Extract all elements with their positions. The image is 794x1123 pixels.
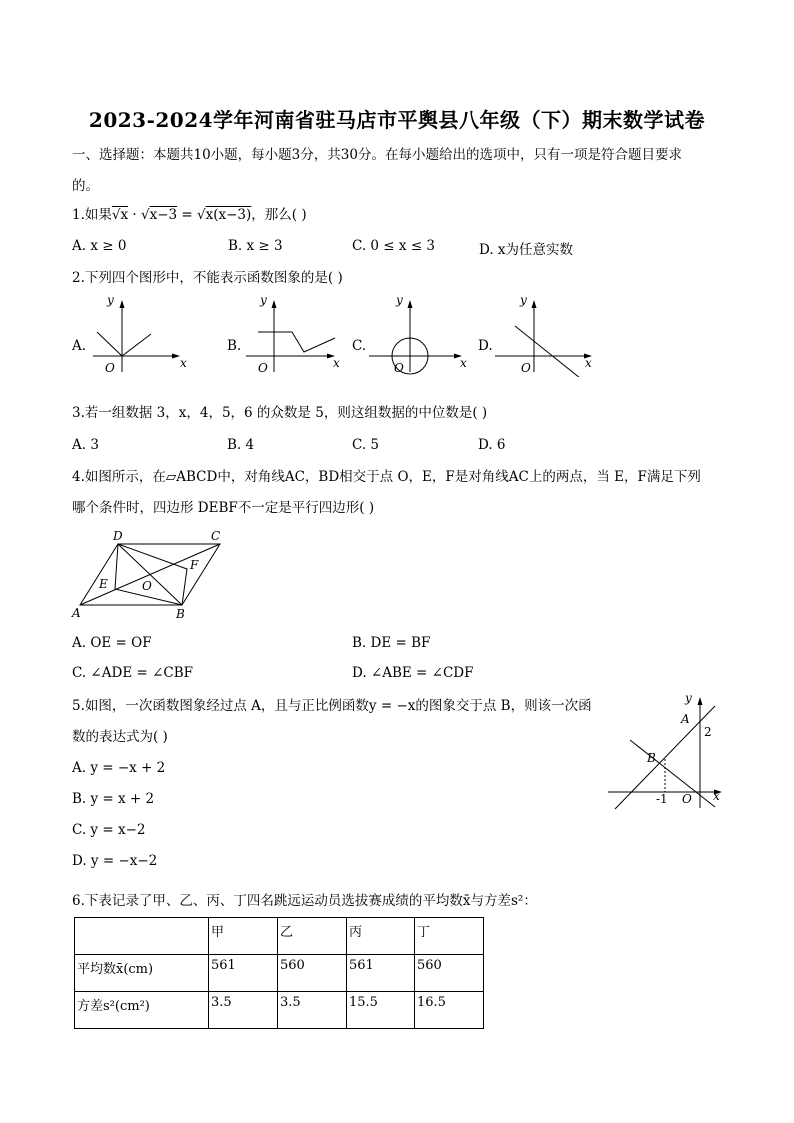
q5-tick-2-label: 2 <box>704 725 712 739</box>
question-1-stem: 1.如果√x · √x−3 = √x(x−3)，那么( ) <box>72 207 307 223</box>
table-cell <box>75 918 209 955</box>
axis-x-label: x <box>460 356 467 370</box>
q4-option-c[interactable]: C. ∠ADE = ∠CBF <box>72 665 193 681</box>
point-e-label: E <box>99 577 108 591</box>
q2-graph-b <box>240 292 350 377</box>
q2-graph-a <box>85 292 195 377</box>
question-4-stem-1: 4.如图所示，在▱ABCD中，对角线AC，BD相交于点 O，E，F是对角线AC上的两点，当 E，F满足下列 <box>72 469 701 485</box>
point-o-label: O <box>142 579 152 593</box>
q4-option-d[interactable]: D. ∠ABE = ∠CDF <box>352 665 474 681</box>
axis-y-label: y <box>107 293 114 307</box>
table-cell: 561 <box>209 955 278 992</box>
q5-axis-x-label: x <box>713 789 720 803</box>
q1-option-b[interactable]: B. x ≥ 3 <box>228 238 283 254</box>
q5-option-d[interactable]: D. y = −x−2 <box>72 853 158 869</box>
vertex-d-label: D <box>113 529 123 543</box>
q1-option-c[interactable]: C. 0 ≤ x ≤ 3 <box>352 238 436 254</box>
question-5-stem-2: 数的表达式为( ) <box>72 729 168 745</box>
section-heading-cont: 的。 <box>72 178 99 194</box>
axis-y-label: y <box>396 293 403 307</box>
q5-origin-label: O <box>682 792 692 806</box>
page-title: 2023-2024学年河南省驻马店市平舆县八年级（下）期末数学试卷 <box>88 108 706 132</box>
q6-table <box>74 917 484 1029</box>
q2-option-d[interactable]: D. <box>478 338 493 354</box>
question-4-stem-2: 哪个条件时，四边形 DEBF不一定是平行四边形( ) <box>72 500 375 516</box>
table-cell: 15.5 <box>347 992 415 1029</box>
q5-axis-y-label: y <box>685 691 692 705</box>
table-row-label: 方差s²(cm²) <box>75 992 209 1029</box>
q3-option-c[interactable]: C. 5 <box>352 437 380 453</box>
table-cell: 3.5 <box>209 992 278 1029</box>
question-2-stem: 2.下列四个图形中，不能表示函数图象的是( ) <box>72 270 343 286</box>
q2-graph-d <box>491 292 601 377</box>
q5-point-a-label: A <box>681 712 690 726</box>
q5-point-b-label: B <box>647 751 656 765</box>
q5-option-c[interactable]: C. y = x−2 <box>72 822 146 838</box>
table-header-cell: 丙 <box>347 918 415 955</box>
q1-option-a[interactable]: A. x ≥ 0 <box>72 238 127 254</box>
table-header-cell: 甲 <box>209 918 278 955</box>
origin-label: O <box>521 361 531 375</box>
q2-option-b[interactable]: B. <box>227 338 242 354</box>
section-heading: 一、选择题：本题共10小题，每小题3分，共30分。在每小题给出的选项中，只有一项是符合题目要求 <box>72 147 682 163</box>
q3-option-a[interactable]: A. 3 <box>72 437 99 453</box>
q4-option-a[interactable]: A. OE = OF <box>72 635 152 651</box>
axis-x-label: x <box>585 356 592 370</box>
q3-option-d[interactable]: D. 6 <box>478 437 506 453</box>
axis-x-label: x <box>180 356 187 370</box>
table-cell: 560 <box>415 955 484 992</box>
table-header-cell: 丁 <box>415 918 484 955</box>
question-6-stem: 6.下表记录了甲、乙、丙、丁四名跳远运动员选拔赛成绩的平均数x̄与方差s²： <box>72 893 537 909</box>
origin-label: O <box>258 361 268 375</box>
q5-option-a[interactable]: A. y = −x + 2 <box>72 760 166 776</box>
q5-graph-figure <box>605 690 730 815</box>
table-row <box>75 955 484 992</box>
q2-graph-c <box>365 292 475 377</box>
q2-option-a[interactable]: A. <box>72 338 87 354</box>
q1-option-d[interactable]: D. x为任意实数 <box>479 242 574 258</box>
vertex-a-label: A <box>72 606 81 620</box>
question-3-stem: 3.若一组数据 3，x，4，5，6 的众数是 5，则这组数据的中位数是( ) <box>72 405 488 421</box>
table-row <box>75 992 484 1029</box>
axis-y-label: y <box>520 293 527 307</box>
q2-option-c[interactable]: C. <box>352 338 367 354</box>
table-row-label: 平均数x̄(cm) <box>75 955 209 992</box>
q4-option-b[interactable]: B. DE = BF <box>352 635 431 651</box>
table-cell: 561 <box>347 955 415 992</box>
table-cell: 16.5 <box>415 992 484 1029</box>
vertex-b-label: B <box>176 607 185 621</box>
table-header-cell: 乙 <box>278 918 347 955</box>
q5-tick-neg1-label: -1 <box>656 792 668 806</box>
table-cell: 560 <box>278 955 347 992</box>
origin-label: O <box>394 361 404 375</box>
vertex-c-label: C <box>211 529 221 543</box>
axis-y-label: y <box>260 293 267 307</box>
origin-label: O <box>105 361 115 375</box>
q3-option-b[interactable]: B. 4 <box>227 437 255 453</box>
question-5-stem-1: 5.如图，一次函数图象经过点 A，且与正比例函数y = −x的图象交于点 B，则该一次函 <box>72 698 592 714</box>
table-cell: 3.5 <box>278 992 347 1029</box>
axis-x-label: x <box>333 356 340 370</box>
point-f-label: F <box>190 558 199 572</box>
q4-parallelogram-figure <box>70 527 230 622</box>
q5-option-b[interactable]: B. y = x + 2 <box>72 791 155 807</box>
table-header-row <box>75 918 484 955</box>
